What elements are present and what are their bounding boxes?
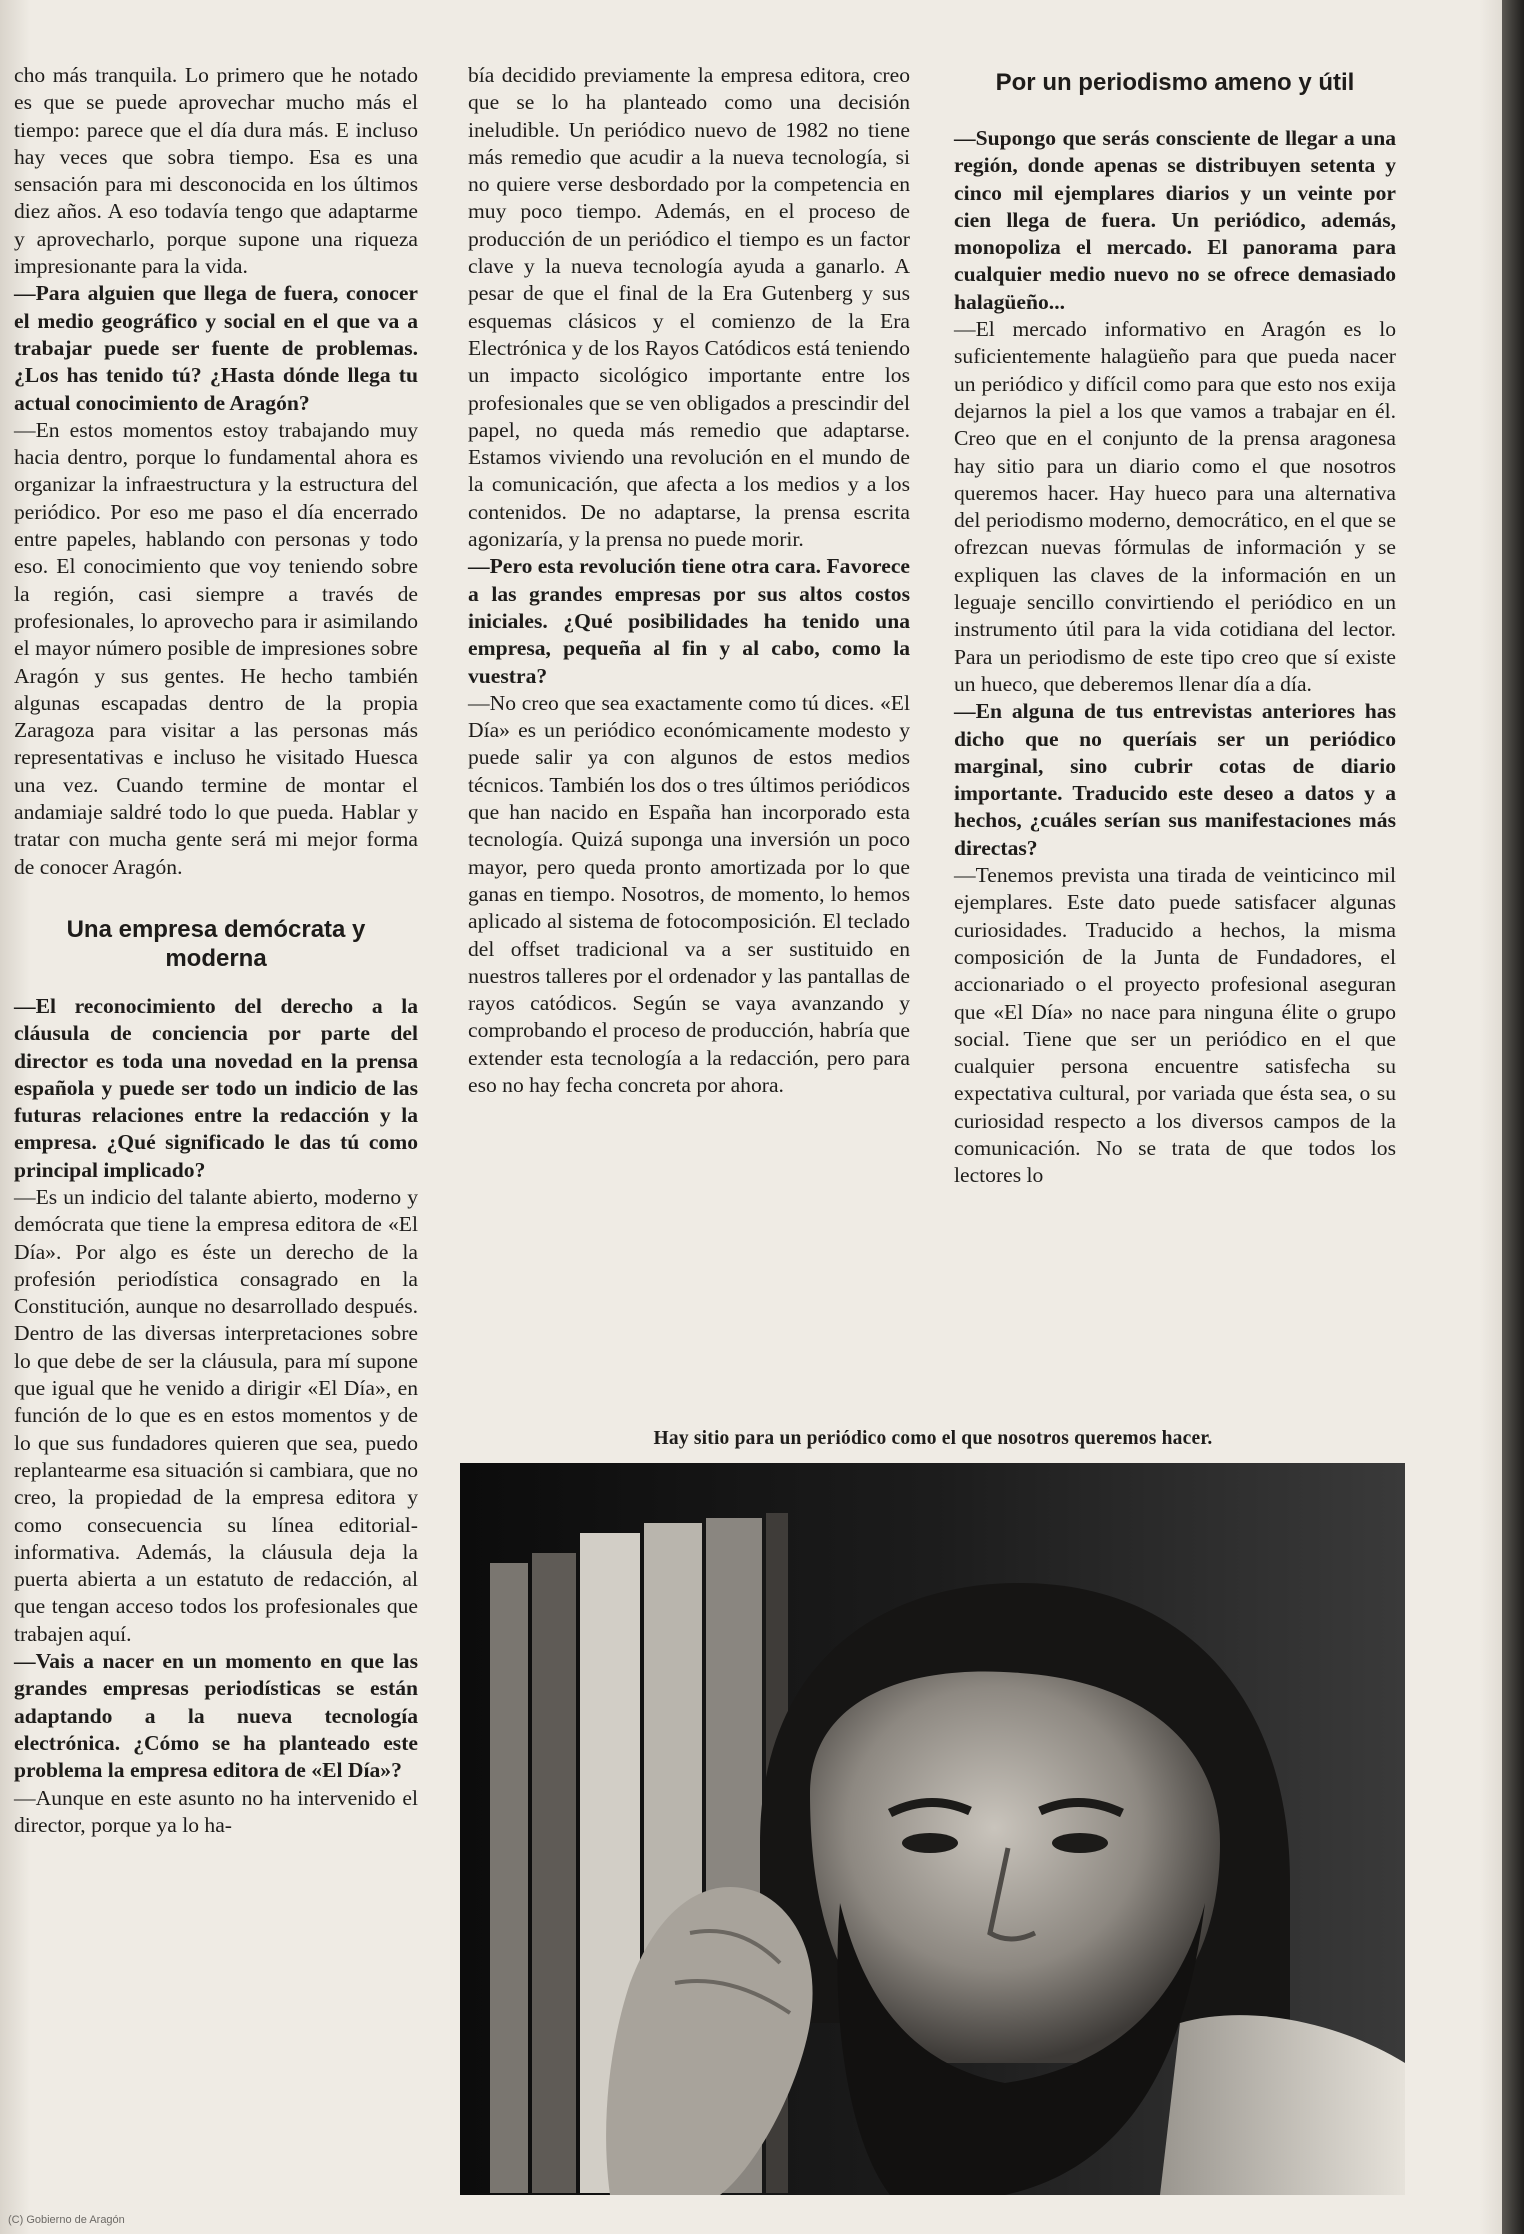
section-heading-empresa: Una empresa demócrata y moderna xyxy=(66,915,366,972)
copyright-footer: (C) Gobierno de Aragón xyxy=(8,2214,125,2226)
interview-question: —En alguna de tus entrevistas anteriores has dicho que no queríais ser un periódico marginal, sino cubrir cotas de diario importante. Traducido este deseo a datos y a hechos, ¿cuáles serían sus manifestaciones más directas? xyxy=(954,699,1396,860)
section-heading-periodismo: Por un periodismo ameno y útil xyxy=(995,69,1355,96)
interview-answer: —Aunque en este asunto no ha intervenido el director, porque ya lo ha- xyxy=(14,1785,418,1837)
interview-question: —Pero esta revolución tiene otra cara. Favorece a las grandes empresas por sus altos costos iniciales. ¿Qué posibilidades ha tenido una empresa, pequeña al fin y al cabo, como la vuestra? xyxy=(468,554,910,688)
interview-answer: —Tenemos prevista una tirada de veinticinco mil ejemplares. Este dato puede satisfacer algunas curiosidades. Traducido a hechos, la misma composición de la Junta de Fundadores, el accionariado o el proyecto profesional aseguran que «El Día» no nace para ninguna élite o grupo social. Tiene que ser un periódico en el que cualquier persona encuentre satisfecha su expectativa cultural, por variada que ésta sea, o su curiosidad respecto a los diversos campos de la comunicación. No se trata de que todos los lectores lo xyxy=(954,863,1396,1188)
column-left-top xyxy=(14,62,418,881)
photo-caption: Hay sitio para un periódico como el que nosotros queremos hacer. xyxy=(653,1428,1213,1449)
column-left-bottom xyxy=(14,993,418,1839)
column-middle xyxy=(468,62,910,1099)
interview-question: —El reconocimiento del derecho a la cláusula de conciencia por parte del director es toda una novedad en la prensa española y puede ser todo un indicio de las futuras relaciones entre la redacción y la empresa. ¿Qué significado le das tú como principal implicado? xyxy=(14,993,418,1182)
column-middle-body xyxy=(468,62,910,1099)
column-left xyxy=(14,62,418,1839)
page-edge xyxy=(1502,0,1524,2234)
interview-question: —Vais a nacer en un momento en que las grandes empresas periodísticas se están adaptando a la nueva tecnología electrónica. ¿Cómo se ha planteado este problema la empresa editora de «El Día»? xyxy=(14,1649,418,1783)
interview-question: —Para alguien que llega de fuera, conocer el medio geográfico y social en el que va a trabajar puede ser fuente de problemas. ¿Los has tenido tú? ¿Hasta dónde llega tu actual conocimiento de Aragón? xyxy=(14,281,418,415)
column-right-body xyxy=(954,125,1396,1190)
portrait-illustration xyxy=(460,1463,1405,2195)
column-right xyxy=(954,62,1396,1190)
interview-answer: —Es un indicio del talante abierto, moderno y demócrata que tiene la empresa editora de «El Día». Por algo es éste un derecho de la profesión periodística consagrado en la Constitución, aunque no desarrollado después. Dentro de las diversas interpretaciones sobre lo que debe de ser la cláusula, para mí supone que igual que he venido a dirigir «El Día», en función de lo que es en estos momentos y de lo que sus fundadores quieren que sea, puedo replantearme esa situación si cambiara, que no creo, la propiedad de la empresa editora y como consecuencia su línea editorial-informativa. Además, la cláusula deja la puerta abierta a un estatuto de redacción, al que tengan acceso todos los profesionales que trabajen aquí. xyxy=(14,1184,418,1646)
interview-answer: cho más tranquila. Lo primero que he notado es que se puede aprovechar mucho más el tiempo: parece que el día dura más. E incluso hay veces que sobra tiempo. Esa es una sensación para mi desconocida en los últimos diez años. A eso todavía tengo que adaptarme y aprovecharlo, porque supone una riqueza impresionante para la vida. xyxy=(14,63,418,279)
portrait-photo xyxy=(460,1463,1405,2195)
interview-question: —Supongo que serás consciente de llegar a una región, donde apenas se distribuyen setenta y cinco mil ejemplares diarios y un veinte por cien llega de fuera. Un periódico, además, monopoliza el mercado. El panorama para cualquier medio nuevo no se ofrece demasiado halagüeño... xyxy=(954,126,1396,314)
interview-answer: bía decidido previamente la empresa editora, creo que se lo ha planteado como una decisión ineludible. Un periódico nuevo de 1982 no tiene más remedio que acudir a la nueva tecnología, si no quiere verse desbordado por la competencia en muy poco tiempo. Además, en el proceso de producción de un periódico el tiempo es un factor clave y la nueva tecnología ayuda a ganarlo. A pesar de que el final de la Era Gutenberg y sus esquemas clásicos y el comienzo de la Era Electrónica y de los Rayos Catódicos está teniendo un impacto sicológico importante entre los profesionales que se ven obligados a prescindir del papel, no queda más remedio que adaptarse. Estamos viviendo una revolución en el mundo de la comunicación, que afecta a los medios y a los contenidos. De no adaptarse, la prensa escrita agonizaría, y la prensa no puede morir. xyxy=(468,63,910,552)
interview-answer: —El mercado informativo en Aragón es lo suficientemente halagüeño para que pueda nacer un periódico y difícil como para que esto nos exija dejarnos la piel a los que vamos a trabajar en él. Creo que en el conjunto de la prensa aragonesa hay sitio para un diario como el que nosotros queremos hacer. Hay hueco para una alternativa del periodismo moderno, democrático, en el que se ofrezcan nuevas fórmulas de información y se expliquen las claves de la información en un leguaje sencillo convirtiendo el periódico en un instrumento útil para la vida cotidiana del lector. Para un periodismo de este tipo creo que sí existe un hueco, que deberemos llenar día a día. xyxy=(954,317,1396,696)
interview-answer: —En estos momentos estoy trabajando muy hacia dentro, porque lo fundamental ahora es organizar la infraestructura y la estructura del periódico. Por eso me paso el día encerrado entre papeles, hablando con personas y todo eso. El conocimiento que voy teniendo sobre la región, casi siempre a través de profesionales, lo aprovecho para ir asimilando el mayor número posible de impresiones sobre Aragón y sus gentes. He hecho también algunas escapadas dentro de la propia Zaragoza para visitar a las personas más representativas e incluso he visitado Huesca una vez. Cuando termine de montar el andamiaje saldré todo lo que pueda. Hablar y tratar con mucha gente será mi mejor forma de conocer Aragón. xyxy=(14,417,418,879)
interview-answer: —No creo que sea exactamente como tú dices. «El Día» es un periódico económicamente modesto y puede salir ya con algunos de estos medios técnicos. También los dos o tres últimos periódicos que han nacido en España han incorporado esta tecnología. Quizá suponga una inversión un poco mayor, pero queda pronto amortizada por lo que ganas en tiempo. Nosotros, de momento, lo hemos aplicado al sistema de fotocomposición. El teclado del offset tradicional va a ser sustituido en nuestros talleres por el ordenador y las pantallas de rayos catódicos. Según se vaya avanzando y comprobando el proceso de producción, habría que extender esta tecnología a la redacción, pero para eso no hay fecha concreta por ahora. xyxy=(468,690,910,1097)
